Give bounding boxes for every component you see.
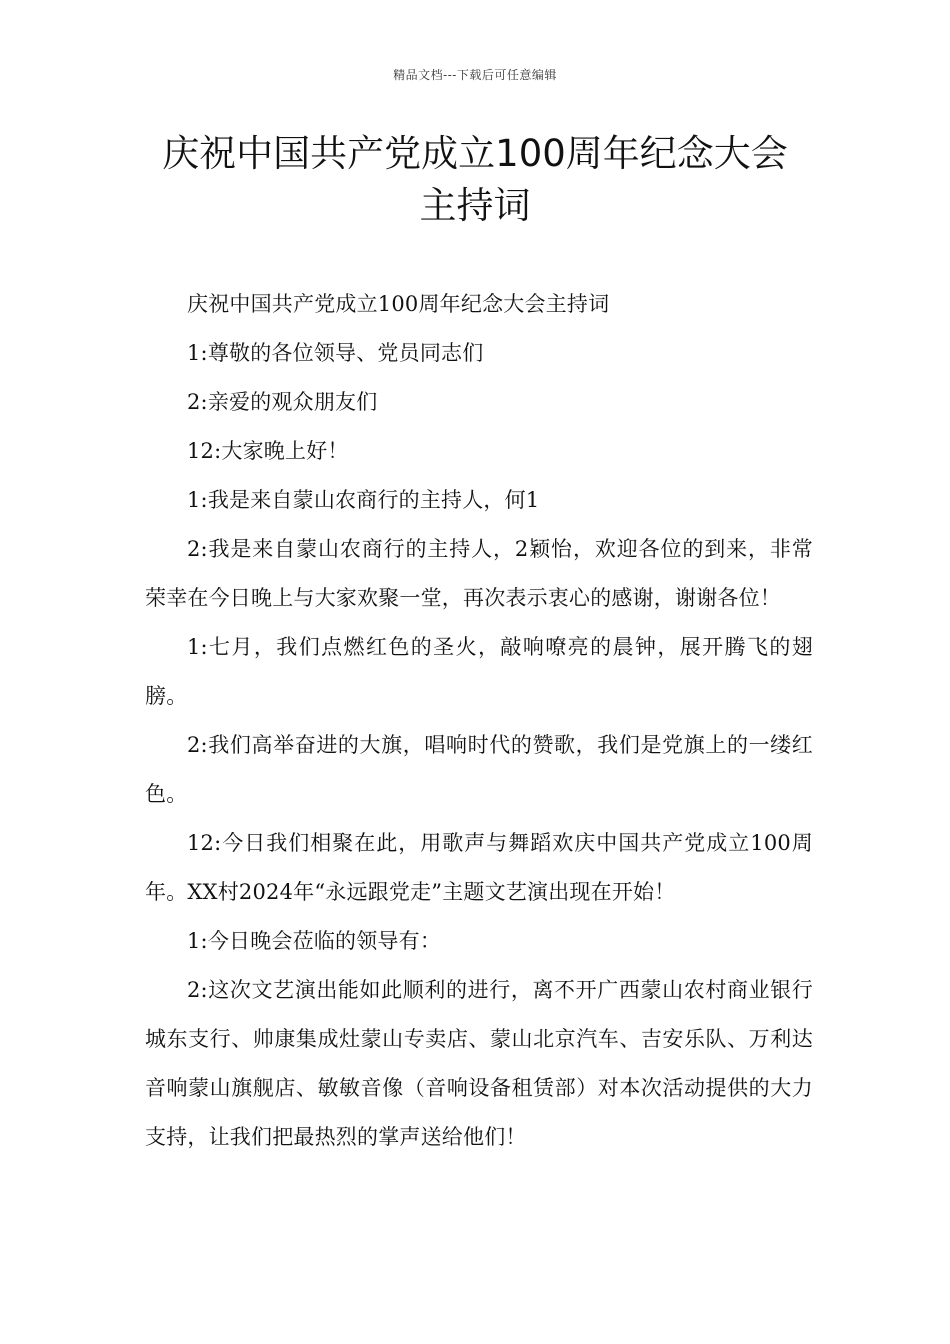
paragraph: 1:我是来自蒙山农商行的主持人，何1 — [187, 488, 540, 512]
paragraph: 庆祝中国共产党成立100周年纪念大会主持词 — [187, 292, 610, 316]
header-note: 精品文档---下载后可任意编辑 — [393, 68, 557, 82]
paragraph: 12:今日我们相聚在此，用歌声与舞蹈欢庆中国共产党成立100周年。XX村2024年“永远跟党走”主题文艺演出现在开始！ — [145, 831, 813, 904]
paragraph: 1:七月，我们点燃红色的圣火，敲响嘹亮的晨钟，展开腾飞的翅膀。 — [145, 635, 813, 708]
paragraph: 2:亲爱的观众朋友们 — [187, 390, 378, 414]
title-line-1: 庆祝中国共产党成立100周年纪念大会 — [162, 132, 788, 175]
paragraph: 2:我们高举奋进的大旗，唱响时代的赞歌，我们是党旗上的一缕红色。 — [145, 733, 813, 806]
title-line-2: 主持词 — [419, 184, 531, 227]
document-body — [145, 280, 813, 1162]
document-title — [110, 128, 840, 232]
paragraph: 1:今日晚会莅临的领导有： — [187, 929, 442, 953]
paragraph: 1:尊敬的各位领导、党员同志们 — [187, 341, 484, 365]
paragraph: 2:我是来自蒙山农商行的主持人，2颖怡，欢迎各位的到来，非常荣幸在今日晚上与大家欢聚一堂，再次表示衷心的感谢，谢谢各位！ — [145, 537, 813, 610]
paragraph: 12:大家晚上好！ — [187, 439, 349, 463]
paragraph: 2:这次文艺演出能如此顺利的进行，离不开广西蒙山农村商业银行城东支行、帅康集成灶蒙山专卖店、蒙山北京汽车、吉安乐队、万利达音响蒙山旗舰店、敏敏音像（音响设备租赁部）对本次活动提供的大力支持，让我们把最热烈的掌声送给他们！ — [145, 978, 813, 1149]
